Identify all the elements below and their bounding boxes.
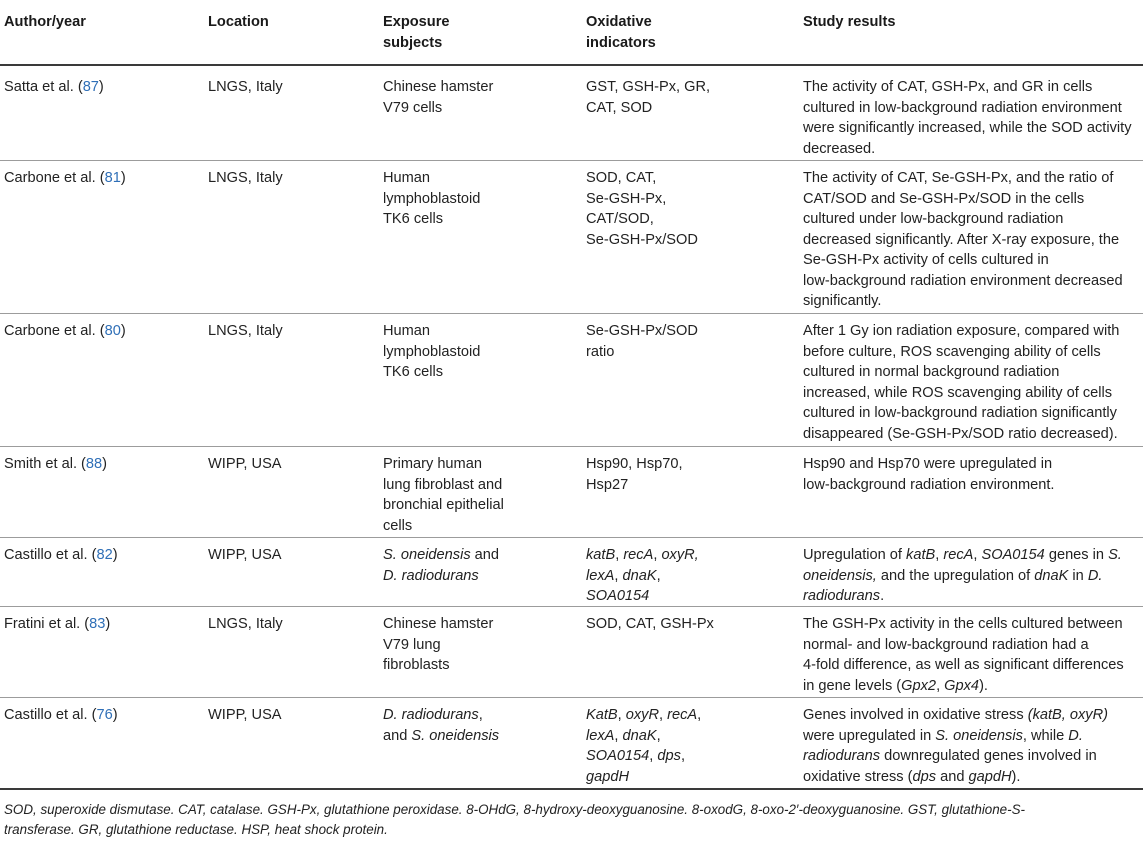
subjects-line: V79 cells [383, 99, 443, 116]
results-line: After 1 Gy ion radiation exposure, compared with [803, 323, 1120, 339]
row-divider [0, 446, 1143, 447]
results-line: were significantly increased, while the SOD activity [803, 120, 1132, 136]
table-footnote [4, 800, 1140, 840]
results-line: before culture, ROS scavenging ability of cells [803, 343, 1101, 360]
cell-author-year [4, 545, 118, 566]
header-study-results: Study results [803, 14, 896, 30]
results-line: radiodurans. [803, 588, 885, 604]
header-oxidative-indicators: Oxidative indicators [586, 14, 656, 51]
cell-oxidative-indicators [586, 545, 699, 607]
indicators-line: lexA, dnaK, [586, 567, 661, 584]
row-divider [0, 788, 1143, 790]
indicators-line: Se-GSH-Px, [586, 190, 667, 207]
subjects-line: Primary human [383, 456, 482, 472]
author-text-end: ) [105, 616, 111, 632]
author-text-end: ) [98, 79, 104, 95]
header-location: Location [208, 14, 269, 30]
indicators-line: ratio [586, 343, 615, 360]
subjects-line: fibroblasts [383, 657, 450, 673]
cell-author-year [4, 454, 107, 475]
reference-link[interactable]: 88 [85, 456, 103, 472]
row-divider [0, 697, 1143, 698]
cell-oxidative-indicators [586, 705, 701, 787]
indicators-line: Hsp27 [586, 476, 629, 493]
indicators-line: CAT, SOD [586, 99, 653, 116]
cell-exposure-subjects [383, 614, 493, 676]
author-text-end: ) [112, 707, 118, 723]
subjects-line: D. radiodurans [383, 567, 479, 584]
reference-link[interactable]: 81 [104, 170, 121, 186]
results-line: The GSH-Px activity in the cells cultured between [803, 616, 1123, 632]
reference-link[interactable]: 82 [96, 547, 113, 563]
footnote-line-1: SOD, superoxide dismutase. CAT, catalase. GSH-Px, glutathione peroxidase. 8-OHdG, 8-hydroxy-deoxyguanosine. 8-oxodG, 8-oxo-2′-deoxyguanosine. GST, glutathione-S- [4, 802, 1025, 817]
footnote-line-2: transferase. GR, glutathione reductase. HSP, heat shock protein. [4, 822, 388, 837]
cell-study-results [803, 545, 1122, 607]
results-line: Upregulation of katB, recA, SOA0154 genes in S. [803, 547, 1122, 563]
cell-exposure-subjects [383, 454, 504, 536]
subjects-line: Human [383, 170, 431, 186]
subjects-line: Chinese hamster [383, 79, 494, 95]
results-line: CAT/SOD and Se-GSH-Px/SOD in the cells [803, 190, 1085, 207]
subjects-line: bronchial epithelial [383, 497, 504, 513]
cell-oxidative-indicators [586, 321, 698, 362]
results-line: The activity of CAT, Se-GSH-Px, and the ratio of [803, 170, 1114, 186]
results-line: The activity of CAT, GSH-Px, and GR in cells [803, 79, 1093, 95]
cell-study-results [803, 614, 1124, 696]
results-line: low-background radiation environment decreased [803, 272, 1123, 289]
results-line: 4-fold difference, as well as significant differences [803, 657, 1124, 673]
subjects-line: S. oneidensis and [383, 547, 500, 563]
cell-author-year [4, 705, 118, 726]
author-text: Carbone et al. ( [4, 323, 105, 339]
indicators-line: CAT/SOD, [586, 211, 654, 227]
cell-location: LNGS, Italy [208, 616, 283, 632]
cell-exposure-subjects [383, 321, 480, 383]
subjects-line: TK6 cells [383, 211, 444, 227]
results-line: were upregulated in S. oneidensis, while D. [803, 727, 1083, 744]
author-text-end: ) [120, 170, 126, 186]
indicators-line: KatB, oxyR, recA, [586, 707, 702, 723]
subjects-line: and S. oneidensis [383, 727, 500, 744]
subjects-line: lymphoblastoid [383, 343, 481, 360]
cell-location: WIPP, USA [208, 547, 282, 563]
indicators-line: lexA, dnaK, [586, 727, 661, 744]
indicators-line: SOA0154 [586, 588, 650, 604]
indicators-line: Se-GSH-Px/SOD [586, 323, 698, 339]
header-rule [0, 64, 1143, 66]
reference-link[interactable]: 76 [96, 707, 113, 723]
row-divider [0, 537, 1143, 538]
author-text: Satta et al. ( [4, 79, 83, 95]
cell-study-results [803, 705, 1108, 787]
results-line: in gene levels (Gpx2, Gpx4). [803, 677, 988, 694]
cell-exposure-subjects [383, 77, 493, 118]
cell-study-results [803, 321, 1119, 444]
subjects-line: V79 lung [383, 636, 441, 653]
subjects-line: D. radiodurans, [383, 707, 483, 723]
indicators-line: SOA0154, dps, [586, 748, 685, 764]
results-line: cultured in low-background radiation significantly [803, 405, 1117, 421]
reference-link[interactable]: 83 [89, 616, 106, 632]
cell-oxidative-indicators [586, 454, 683, 495]
cell-author-year [4, 168, 126, 189]
results-line: cultured in low-background radiation environment [803, 99, 1122, 116]
indicators-line: SOD, CAT, [586, 170, 657, 186]
subjects-line: Human [383, 323, 431, 339]
results-line: cultured in normal background radiation [803, 364, 1060, 380]
author-text: Carbone et al. ( [4, 170, 105, 186]
header-author-year: Author/year [4, 14, 86, 30]
cell-study-results [803, 454, 1054, 495]
results-line: oxidative stress (dps and gapdH). [803, 768, 1021, 785]
cell-exposure-subjects [383, 705, 499, 746]
results-line: decreased significantly. After X-ray exposure, the [803, 231, 1120, 248]
header-exposure-subjects: Exposure subjects [383, 14, 450, 51]
subjects-line: Chinese hamster [383, 616, 494, 632]
cell-location: WIPP, USA [208, 456, 282, 472]
indicators-line: gapdH [586, 768, 630, 785]
author-text-end: ) [112, 547, 118, 563]
results-line: Genes involved in oxidative stress (katB, oxyR) [803, 707, 1108, 723]
row-divider [0, 606, 1143, 607]
reference-link[interactable]: 80 [104, 323, 121, 339]
row-divider [0, 160, 1143, 161]
results-line: disappeared (Se-GSH-Px/SOD ratio decreased). [803, 425, 1118, 442]
cell-author-year [4, 321, 126, 342]
results-line: increased, while ROS scavenging ability of cells [803, 384, 1113, 401]
results-line: decreased. [803, 140, 876, 157]
author-text: Castillo et al. ( [4, 547, 97, 563]
cell-location: LNGS, Italy [208, 323, 283, 339]
indicators-line: SOD, CAT, GSH-Px [586, 616, 714, 632]
cell-oxidative-indicators [586, 77, 710, 118]
author-text: Castillo et al. ( [4, 707, 97, 723]
results-line: cultured under low-background radiation [803, 211, 1064, 227]
indicators-line: katB, recA, oxyR, [586, 547, 699, 563]
indicators-line: Hsp90, Hsp70, [586, 456, 683, 472]
cell-location: LNGS, Italy [208, 170, 283, 186]
results-line: radiodurans downregulated genes involved in [803, 748, 1097, 764]
subjects-line: cells [383, 517, 413, 534]
subjects-line: lung fibroblast and [383, 476, 503, 493]
results-line: Se-GSH-Px activity of cells cultured in [803, 252, 1049, 268]
cell-study-results [803, 168, 1123, 312]
cell-author-year [4, 614, 110, 635]
subjects-line: lymphoblastoid [383, 190, 481, 207]
author-text: Smith et al. ( [4, 456, 86, 472]
reference-link[interactable]: 87 [82, 79, 99, 95]
cell-author-year [4, 77, 104, 98]
cell-study-results [803, 77, 1132, 159]
subjects-line: TK6 cells [383, 364, 444, 380]
results-line: Hsp90 and Hsp70 were upregulated in [803, 456, 1053, 472]
cell-location: WIPP, USA [208, 707, 282, 723]
results-line: oneidensis, and the upregulation of dnaK in D. [803, 567, 1103, 584]
row-divider [0, 313, 1143, 314]
results-line: significantly. [803, 293, 882, 309]
author-text: Fratini et al. ( [4, 616, 90, 632]
cell-location: LNGS, Italy [208, 79, 283, 95]
author-text-end: ) [102, 456, 108, 472]
cell-exposure-subjects [383, 545, 499, 586]
results-line: low-background radiation environment. [803, 476, 1055, 493]
cell-oxidative-indicators [586, 168, 698, 250]
author-text-end: ) [120, 323, 126, 339]
cell-exposure-subjects [383, 168, 480, 230]
indicators-line: GST, GSH-Px, GR, [586, 79, 711, 95]
results-line: normal- and low-background radiation had a [803, 636, 1089, 653]
indicators-line: Se-GSH-Px/SOD [586, 231, 698, 248]
cell-oxidative-indicators [586, 614, 714, 635]
